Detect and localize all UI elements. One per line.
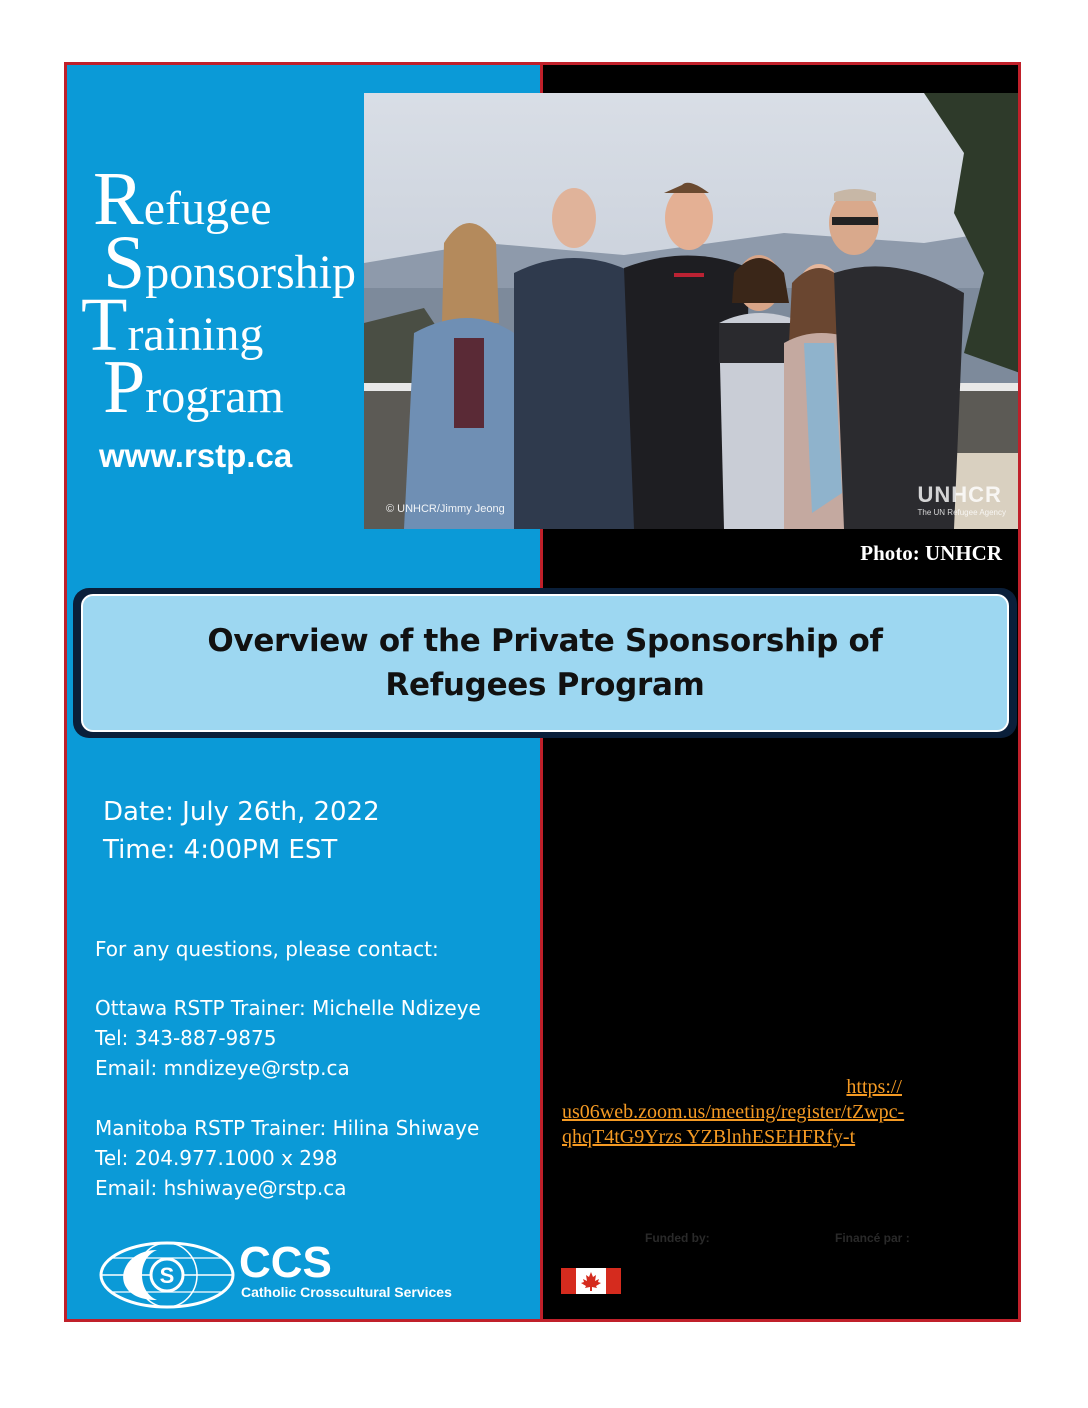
logo-line-program: Program [103,345,284,429]
photo-caption: Photo: UNHCR [860,541,1002,565]
canada-flag-icon [561,1268,621,1294]
registration-link[interactable] [562,1075,1002,1150]
title-box-frame [73,588,1017,738]
trainer-email[interactable]: Email: mndizeye@rstp.ca [95,1056,350,1080]
trainer-name: Manitoba RSTP Trainer: Hilina Shiwaye [95,1116,480,1140]
trainer-email[interactable]: Email: hshiwaye@rstp.ca [95,1176,347,1200]
event-time: Time: 4:00PM EST [103,835,338,865]
unhcr-watermark [918,482,1007,517]
trainer-name: Ottawa RSTP Trainer: Michelle Ndizeye [95,996,481,1020]
title-box [81,594,1009,732]
trainer-tel: Tel: 204.977.1000 x 298 [95,1146,338,1170]
logo-line-sponsorship: Sponsorship [103,221,356,305]
event-date: Date: July 26th, 2022 [103,797,380,827]
ccs-globe-icon [97,1240,237,1310]
finance-par-label: Financé par : [835,1231,910,1245]
ccs-abbr: CCS [239,1238,332,1287]
unhcr-watermark-text: UNHCR [917,482,1002,507]
group-photo [364,93,1020,529]
event-title: Overview of the Private Sponsorship of Refugees Program [207,622,883,703]
trainer-tel: Tel: 343-887-9875 [95,1026,277,1050]
unhcr-watermark-subtext: The UN Refugee Agency [917,508,1006,517]
funded-by-label: Funded by: [645,1231,710,1245]
logo-line-refugee: Refugee [93,157,272,241]
logo-line-training: Training [81,283,264,367]
registration-link-line[interactable]: us06web.zoom.us/meeting/register/tZwpc- [562,1101,905,1123]
contact-intro: For any questions, please contact: [95,937,439,961]
photo-credit-overlay: © UNHCR/Jimmy Jeong [386,503,505,515]
registration-link-line[interactable]: https:// [846,1076,902,1098]
website-link[interactable]: www.rstp.ca [99,437,293,474]
group-photo-illustration [364,93,1020,529]
svg-text:S: S [159,1263,175,1288]
registration-link-line[interactable]: qhqT4tG9Yrzs YZBlnhESEHFRfy-t [562,1126,856,1148]
ccs-full-name: Catholic Crosscultural Services [241,1284,452,1300]
flyer-frame [64,62,1021,1322]
